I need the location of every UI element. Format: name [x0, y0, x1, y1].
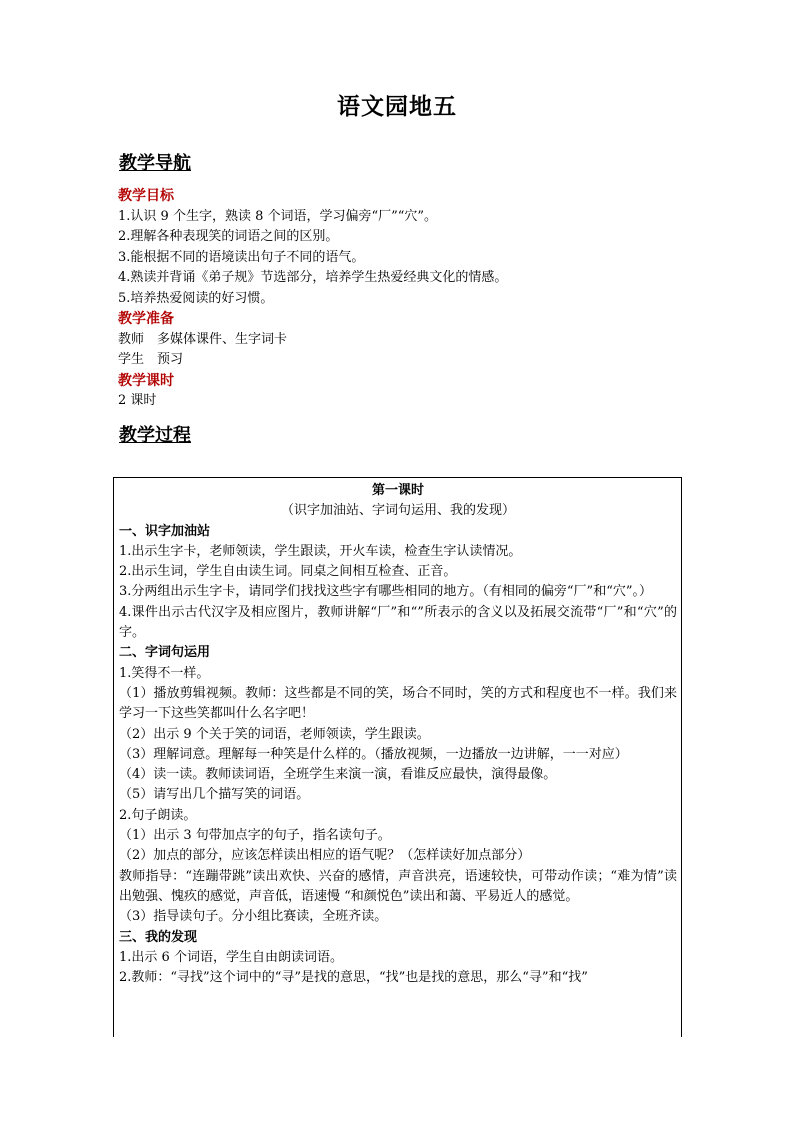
page-title: 语文园地五 — [337, 94, 457, 120]
part3-heading: 三、我的发现 — [119, 929, 198, 945]
part3-item: 2.教师：“寻找”这个词中的“寻”是找的意思，“找”也是找的意思，那么“寻”和“找” — [119, 970, 588, 986]
part1-item: 2.出示生词，学生自由读生词。同桌之间相互检查、正音。 — [119, 564, 457, 580]
part2-item: （4）读一读。教师读词语，全班学生来演一演，看谁反应最快，演得最像。 — [119, 767, 557, 783]
preparation-teacher: 教师 多媒体课件、生字词卡 — [118, 331, 288, 347]
objective-item: 5.培养热爱阅读的好习惯。 — [118, 290, 274, 306]
part1-item: 3.分两组出示生字卡，请同学们找找这些字有哪些相同的地方。（有相同的偏旁“厂”和“穴”。） — [119, 584, 652, 600]
part1-item: 1.出示生字卡，老师领读，学生跟读，开火车读，检查生字认读情况。 — [119, 543, 522, 559]
part2-item: 1.笑得不一样。 — [119, 665, 210, 681]
objective-item: 1.认识 9 个生字，熟读 8 个词语，学习偏旁“厂”“穴”。 — [118, 208, 438, 224]
part2-item: （2）出示 9 个关于笑的词语，老师领读，学生跟读。 — [119, 726, 430, 742]
part2-item: 2.句子朗读。 — [119, 807, 197, 823]
part3-item: 1.出示 6 个词语，学生自由朗读词语。 — [119, 949, 343, 965]
part1-item: 4.课件出示古代汉字及相应图片，教师讲解“厂”和“”所表示的含义以及拓展交流带“厂”和“穴”的字。 — [119, 604, 677, 641]
objective-item: 4.熟读并背诵《弟子规》节选部分，培养学生热爱经典文化的情感。 — [118, 270, 508, 285]
hours-heading: 教学课时 — [118, 372, 174, 389]
lesson-subtitle: （识字加油站、字词句运用、我的发现） — [280, 503, 515, 519]
lesson-box — [113, 477, 682, 1037]
part2-item: （1）出示 3 句带加点字的句子，指名读句子。 — [119, 828, 391, 844]
part2-item: 教师指导：“连蹦带跳”读出欢快、兴奋的感情，声音洪亮，语速较快，可带动作读；“难为情”读出勉强、愧疚的感觉，声音低，语速慢 “和颜悦色”读出和蔼、平易近人的感觉。 — [119, 868, 677, 904]
part2-item: （1）播放剪辑视频。教师：这些都是不同的笑，场合不同时，笑的方式和程度也不一样。我们来学习一下这些笑都叫什么名字吧！ — [119, 685, 677, 722]
part2-heading: 二、字词句运用 — [119, 645, 211, 661]
preparation-student: 学生 预习 — [118, 352, 184, 367]
teaching-navigation — [118, 186, 678, 412]
lesson-title: 第一课时 — [371, 483, 424, 498]
process-heading: 教学过程 — [119, 425, 191, 446]
objective-item: 2.理解各种表现笑的词语之间的区别。 — [118, 229, 339, 244]
hours-value: 2 课时 — [118, 393, 157, 408]
objectives-heading: 教学目标 — [118, 188, 174, 204]
part2-item: （3）指导读句子。分小组比赛读，全班齐读。 — [119, 909, 388, 925]
part2-item: （2）加点的部分，应该怎样读出相应的语气呢？（怎样读好加点部分） — [119, 848, 531, 864]
preparation-heading: 教学准备 — [118, 311, 174, 327]
part2-item: （3）理解词意。理解每一种笑是什么样的。（播放视频，一边播放一边讲解，一一对应） — [119, 746, 628, 762]
part1-heading: 一、识字加油站 — [119, 523, 211, 539]
objective-item: 3.能根据不同的语境读出句子不同的语气。 — [118, 249, 365, 265]
part2-item: （5）请写出几个描写笑的词语。 — [119, 787, 310, 803]
nav-heading: 教学导航 — [119, 153, 191, 174]
